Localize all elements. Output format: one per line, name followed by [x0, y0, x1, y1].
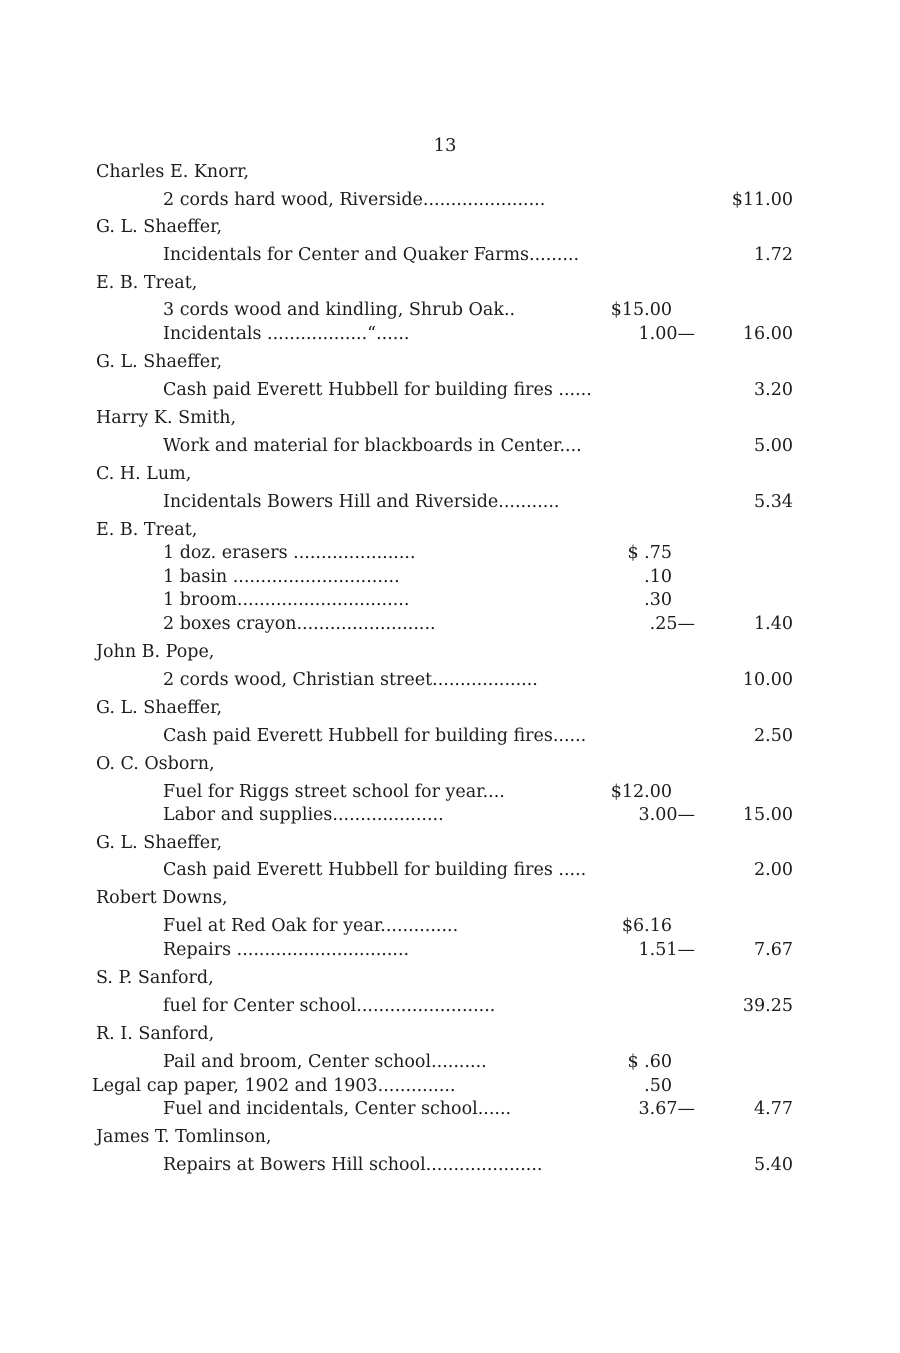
expense-line [0, 803, 900, 827]
item-amount: .25— [649, 614, 695, 634]
item-amount: 1.00— [638, 324, 695, 344]
payee-line [0, 462, 900, 486]
item-amount: $12.00 [610, 782, 672, 802]
payee-line [0, 406, 900, 430]
payee-line [0, 1022, 900, 1046]
payee-line [0, 886, 900, 910]
payee-line [0, 831, 900, 855]
line-total: 1.72 [754, 245, 793, 265]
item-amount: $6.16 [621, 916, 672, 936]
line-total: 5.40 [754, 1155, 793, 1175]
expense-line [0, 1153, 900, 1177]
item-description: 2 boxes crayon......................... [163, 614, 436, 634]
expense-line [0, 858, 900, 882]
payee-line [0, 966, 900, 990]
item-amount: .30 [644, 590, 672, 610]
expense-line [0, 565, 900, 589]
expense-line [0, 434, 900, 458]
expense-line [0, 1050, 900, 1074]
payee-line [0, 640, 900, 664]
expense-line [0, 780, 900, 804]
payee-line [0, 696, 900, 720]
line-total: 10.00 [742, 670, 793, 690]
item-description: Incidentals ..................“...... [163, 324, 410, 344]
line-total: 4.77 [754, 1099, 793, 1119]
line-total: 2.00 [754, 860, 793, 880]
expense-line [0, 612, 900, 636]
item-amount: $15.00 [610, 300, 672, 320]
payee-line [0, 518, 900, 542]
payee-name: James T. Tomlinson, [96, 1127, 272, 1147]
item-description: Repairs ............................... [163, 940, 410, 960]
payee-name: G. L. Shaeffer, [96, 698, 223, 718]
expense-line [0, 1097, 900, 1121]
expense-line [0, 1074, 900, 1098]
line-total: 2.50 [754, 726, 793, 746]
line-total: 16.00 [742, 324, 793, 344]
item-description: Work and material for blackboards in Center.... [163, 436, 582, 456]
item-description: 1 broom............................... [163, 590, 410, 610]
line-total: 15.00 [742, 805, 793, 825]
item-description: 2 cords wood, Christian street................... [163, 670, 538, 690]
payee-name: E. B. Treat, [96, 273, 198, 293]
expense-line [0, 298, 900, 322]
line-total: 5.00 [754, 436, 793, 456]
item-amount: $ .60 [627, 1052, 672, 1072]
item-description: Labor and supplies.................... [163, 805, 444, 825]
page-number: 13 [433, 135, 457, 156]
expense-line [0, 994, 900, 1018]
expense-line [0, 490, 900, 514]
payee-name: Robert Downs, [96, 888, 228, 908]
payee-name: Harry K. Smith, [96, 408, 237, 428]
payee-name: E. B. Treat, [96, 520, 198, 540]
item-description: 3 cords wood and kindling, Shrub Oak.. [163, 300, 516, 320]
item-amount: 3.67— [638, 1099, 695, 1119]
expense-line [0, 322, 900, 346]
line-total: 1.40 [754, 614, 793, 634]
payee-line [0, 350, 900, 374]
expense-line [0, 378, 900, 402]
expense-line [0, 724, 900, 748]
item-amount: .10 [644, 567, 672, 587]
item-description: Incidentals for Center and Quaker Farms......... [163, 245, 580, 265]
payee-line [0, 1125, 900, 1149]
item-description: 1 doz. erasers ...................... [163, 543, 416, 563]
expense-line [0, 541, 900, 565]
item-description: 1 basin .............................. [163, 567, 400, 587]
payee-line [0, 215, 900, 239]
item-amount: $ .75 [627, 543, 672, 563]
line-total: 3.20 [754, 380, 793, 400]
payee-name: R. I. Sanford, [96, 1024, 215, 1044]
item-amount: 3.00— [638, 805, 695, 825]
payee-name: G. L. Shaeffer, [96, 217, 223, 237]
item-description: Cash paid Everett Hubbell for building fires ..... [163, 860, 587, 880]
line-total: 39.25 [742, 996, 793, 1016]
payee-name: John B. Pope, [96, 642, 215, 662]
item-description: Repairs at Bowers Hill school..................... [163, 1155, 543, 1175]
item-description: Cash paid Everett Hubbell for building fires ...... [163, 380, 592, 400]
expense-line [0, 188, 900, 212]
item-description: Legal cap paper, 1902 and 1903.............. [92, 1076, 456, 1096]
item-description: Incidentals Bowers Hill and Riverside........... [163, 492, 560, 512]
payee-name: S. P. Sanford, [96, 968, 214, 988]
payee-name: G. L. Shaeffer, [96, 833, 223, 853]
item-description: Fuel at Red Oak for year.............. [163, 916, 459, 936]
expense-line [0, 938, 900, 962]
payee-name: C. H. Lum, [96, 464, 192, 484]
line-total: 5.34 [754, 492, 793, 512]
payee-line [0, 752, 900, 776]
expense-line [0, 668, 900, 692]
item-description: Fuel and incidentals, Center school...... [163, 1099, 512, 1119]
item-description: Pail and broom, Center school.......... [163, 1052, 487, 1072]
payee-line [0, 160, 900, 184]
expense-line [0, 243, 900, 267]
item-amount: 1.51— [638, 940, 695, 960]
payee-name: Charles E. Knorr, [96, 162, 250, 182]
payee-name: G. L. Shaeffer, [96, 352, 223, 372]
item-description: Fuel for Riggs street school for year.... [163, 782, 505, 802]
expense-line [0, 588, 900, 612]
item-description: Cash paid Everett Hubbell for building fires...... [163, 726, 587, 746]
item-description: fuel for Center school......................... [163, 996, 496, 1016]
item-description: 2 cords hard wood, Riverside...................... [163, 190, 546, 210]
item-amount: .50 [644, 1076, 672, 1096]
line-total: $11.00 [731, 190, 793, 210]
expense-line [0, 914, 900, 938]
payee-line [0, 271, 900, 295]
payee-name: O. C. Osborn, [96, 754, 215, 774]
line-total: 7.67 [754, 940, 793, 960]
